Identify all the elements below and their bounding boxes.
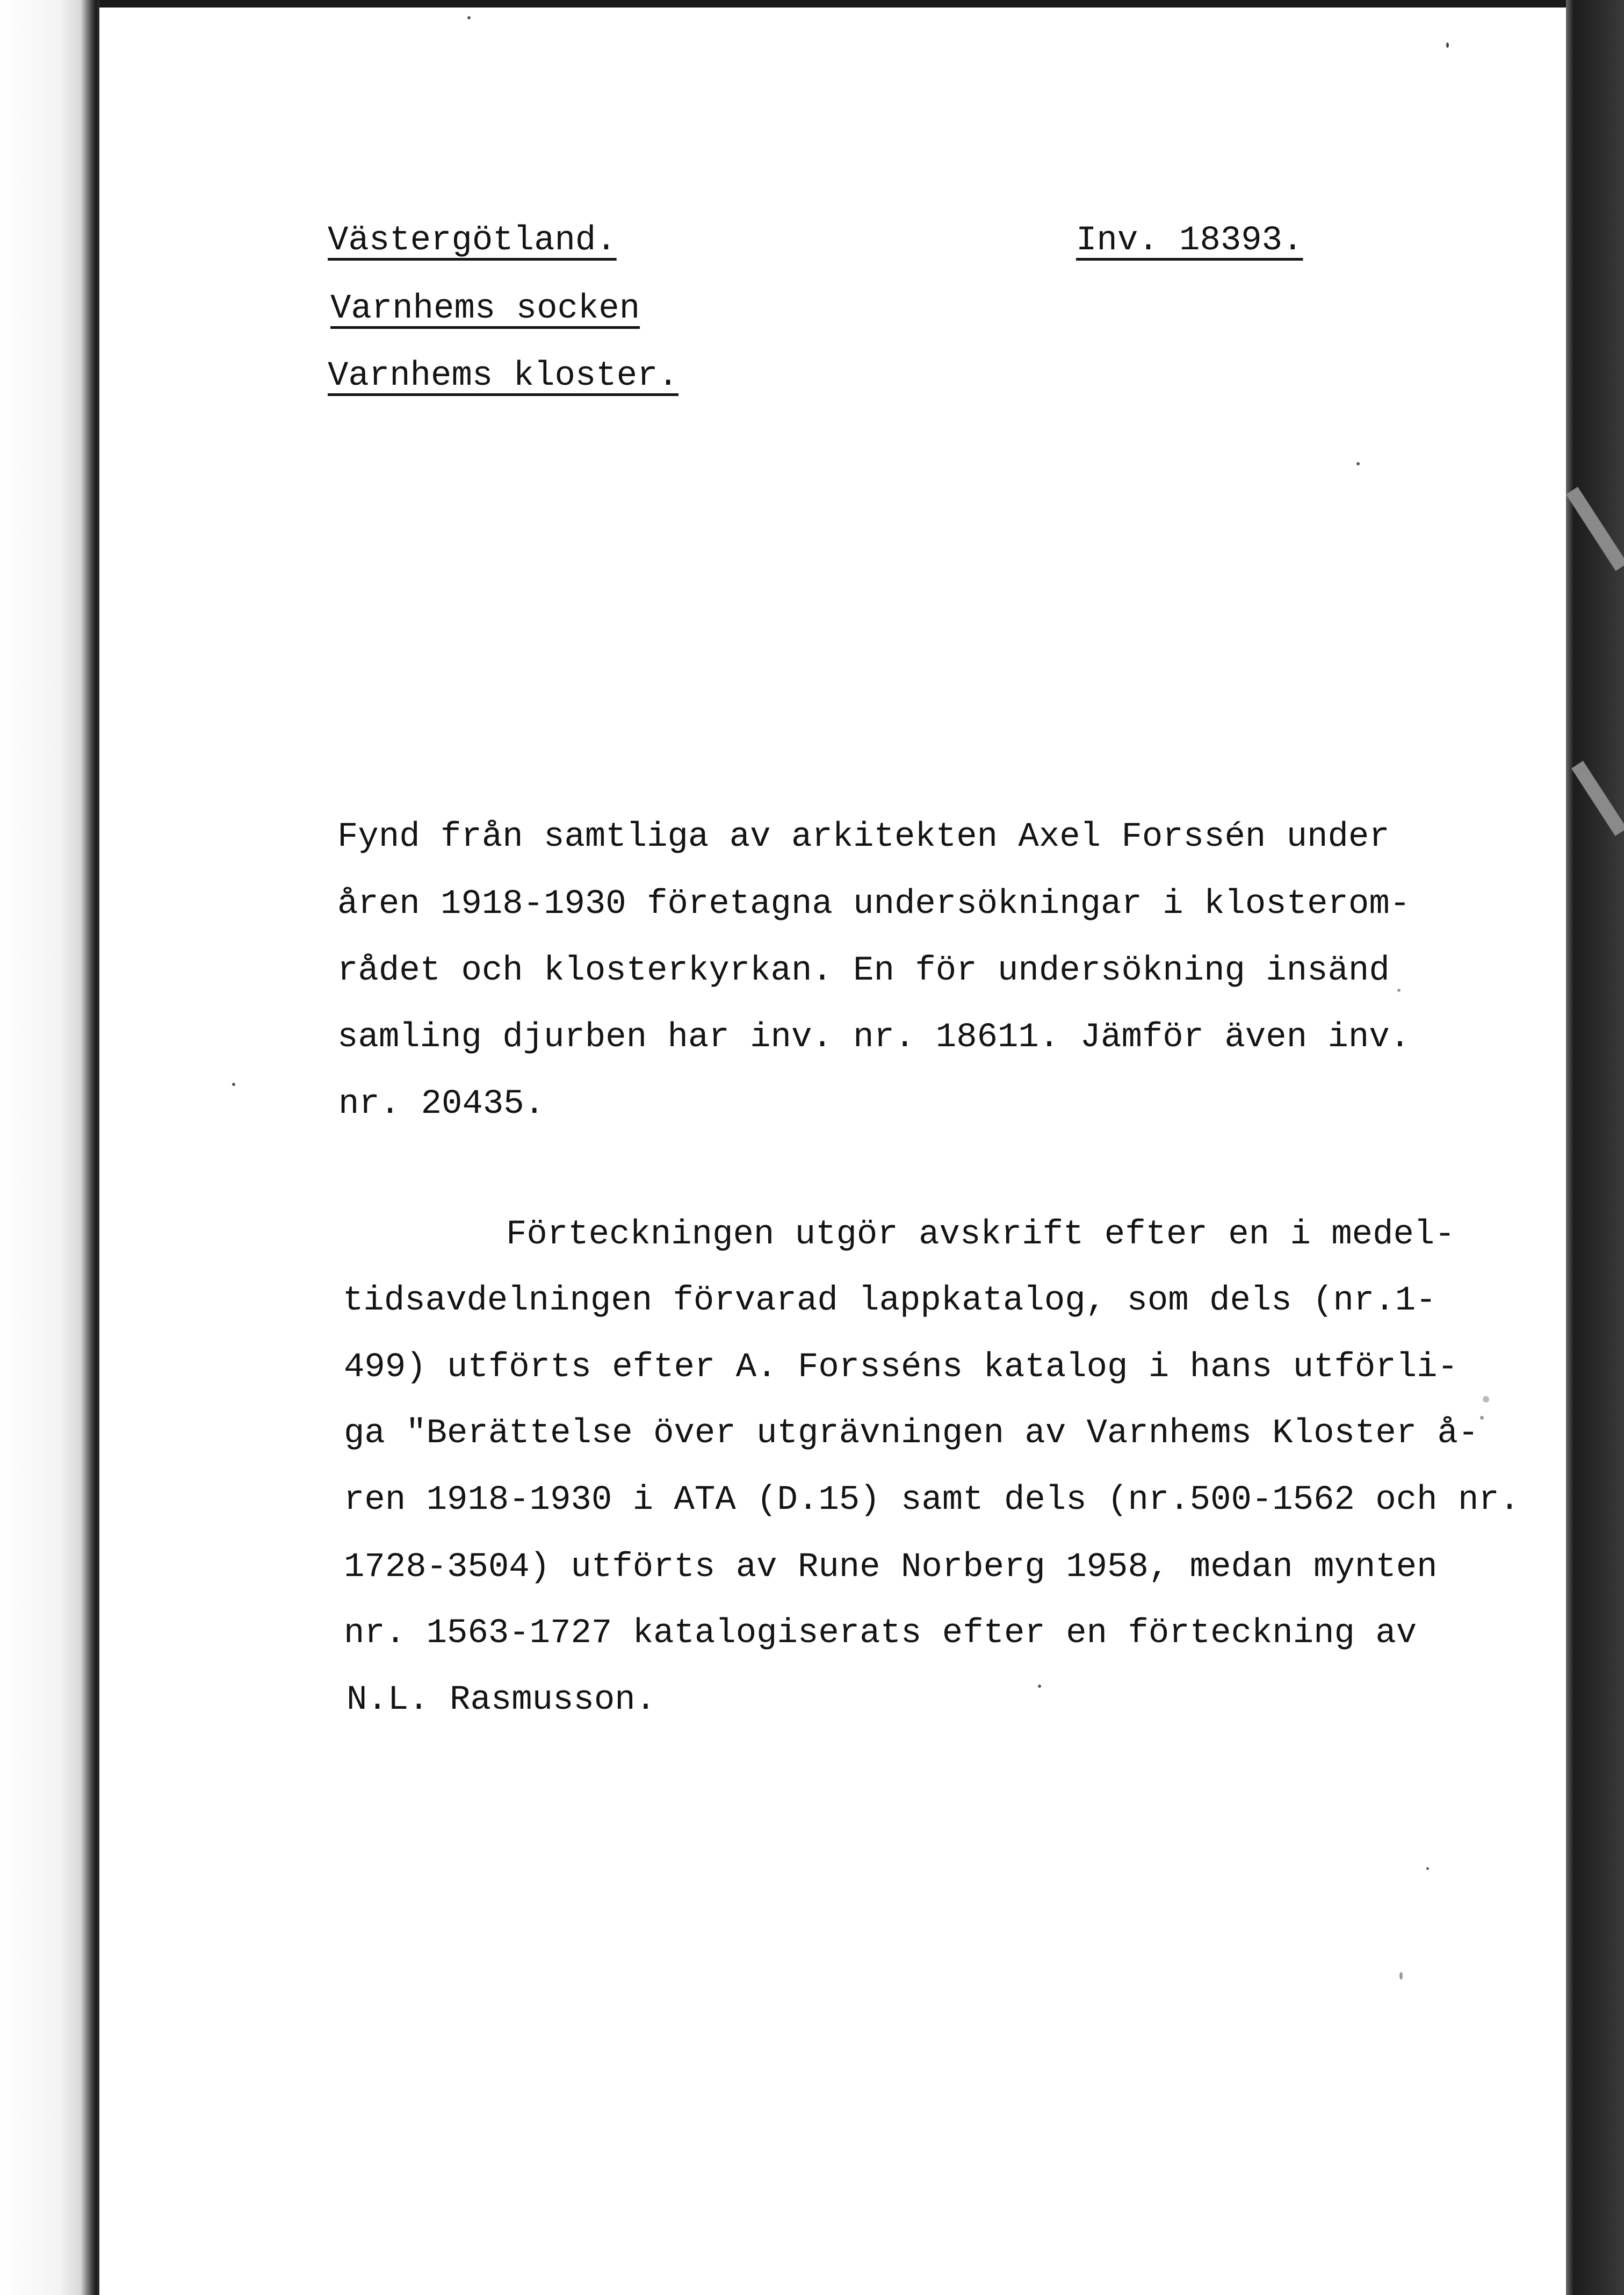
- paragraph-line: tidsavdelningen förvarad lappkatalog, som dels (nr.1-: [343, 1282, 1437, 1320]
- scan-speck: [1356, 462, 1360, 465]
- scan-speck: [1426, 1867, 1429, 1870]
- scan-left-edge: [0, 0, 99, 2295]
- paragraph-line: 499) utförts efter A. Forsséns katalog i hans utförli-: [344, 1348, 1458, 1387]
- scan-speck: [1399, 1972, 1403, 1980]
- paragraph-line: Förteckningen utgör avskrift efter en i medel-: [506, 1215, 1455, 1254]
- paragraph-line: 1728-3504) utförts av Rune Norberg 1958, medan mynten: [344, 1548, 1438, 1587]
- header-inventory-number: Inv. 18393.: [1076, 221, 1303, 260]
- scan-speck: [1038, 1685, 1041, 1688]
- scan-top-border: [0, 0, 1624, 8]
- paragraph-line: N.L. Rasmusson.: [347, 1681, 656, 1720]
- scan-speck: [1480, 1416, 1484, 1420]
- paragraph-line: ren 1918-1930 i ATA (D.15) samt dels (nr.500-1562 och nr.: [344, 1481, 1520, 1520]
- scan-right-edge: [1566, 0, 1624, 2295]
- header-parish: Varnhems socken: [330, 290, 640, 328]
- scan-speck: [1446, 42, 1449, 48]
- paragraph-line: nr. 20435.: [338, 1085, 545, 1124]
- scan-speck: [232, 1083, 235, 1086]
- paragraph-line: nr. 1563-1727 katalogiserats efter en förteckning av: [344, 1614, 1417, 1653]
- paragraph-line: Fynd från samtliga av arkitekten Axel Forssén under: [337, 818, 1390, 857]
- scan-speck: [1483, 1396, 1489, 1402]
- paragraph-line: samling djurben har inv. nr. 18611. Jämför även inv.: [337, 1018, 1411, 1057]
- scan-speck: [1397, 989, 1401, 992]
- header-region: Västergötland.: [328, 221, 617, 260]
- scan-speck: [467, 16, 471, 19]
- paragraph-line: åren 1918-1930 företagna undersökningar i klosterom-: [337, 885, 1411, 924]
- paragraph-line: ga "Berättelse över utgrävningen av Varnhems Kloster å-: [344, 1414, 1479, 1453]
- paragraph-line: rådet och klosterkyrkan. En för undersökning insänd: [337, 952, 1390, 990]
- header-site: Varnhems kloster.: [328, 357, 679, 395]
